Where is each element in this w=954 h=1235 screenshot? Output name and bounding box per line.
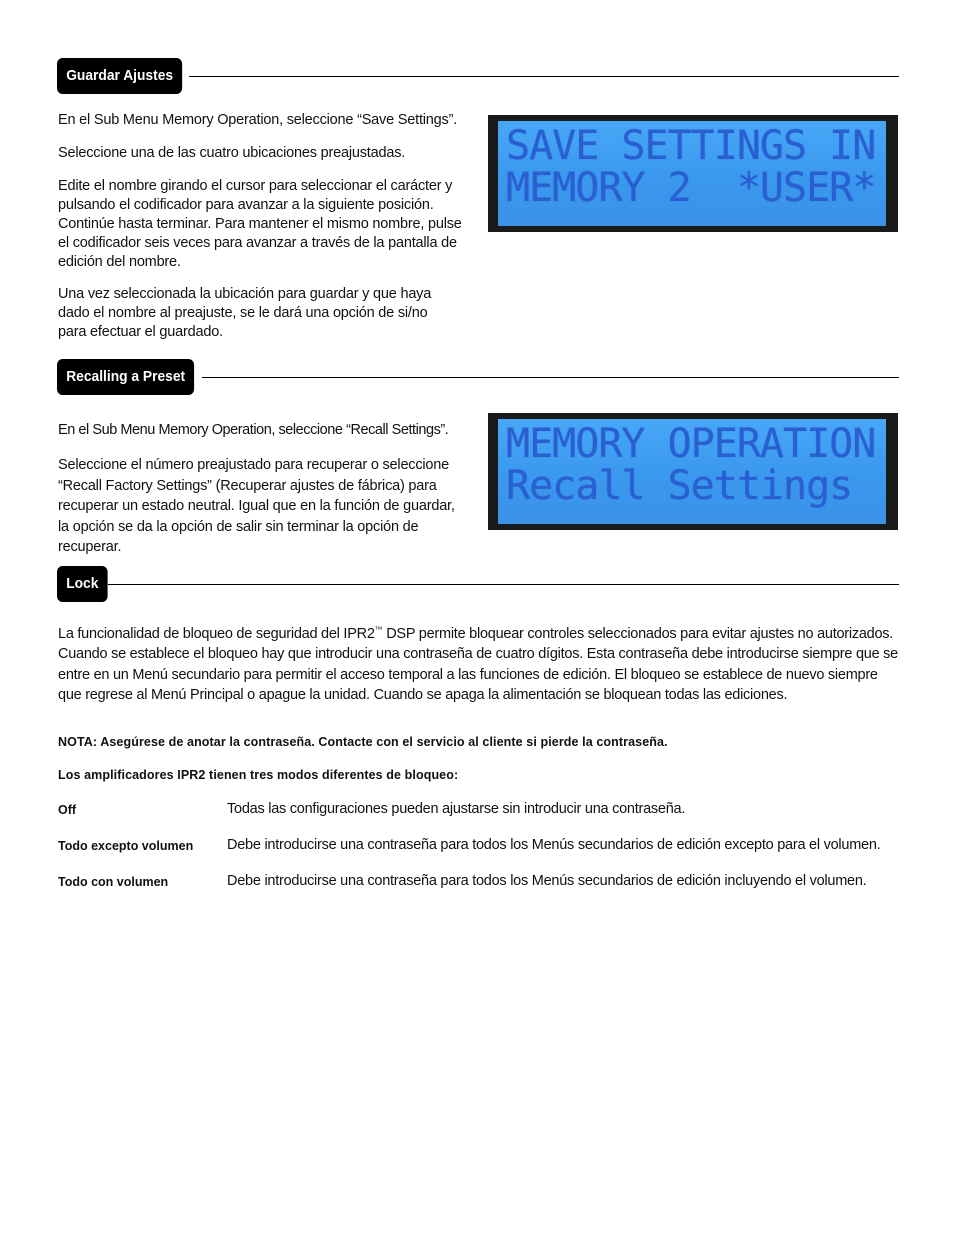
section-divider — [202, 377, 899, 378]
section-title-lock: Lock — [57, 566, 108, 602]
section-title-recall: Recalling a Preset — [57, 359, 194, 395]
lock-mode-name: Off — [58, 803, 77, 817]
lcd-line-2: Recall Settings — [506, 463, 853, 509]
section-divider — [108, 584, 899, 585]
lock-intro-paragraph — [58, 620, 898, 706]
lcd-screen — [498, 419, 886, 524]
lock-mode-description: Todas las configuraciones pueden ajustarse sin introducir una contraseña. — [227, 801, 686, 817]
lock-intro-rest: DSP permite bloquear controles seleccionados para evitar ajustes no autorizados. Cuando se establece el bloqueo hay que introducir una contraseña de cuatro dígitos. Esta contraseña debe introducirse siempre que se entre en un Menú secundario para permitir el acceso temporal a las funciones de edición. El bloqueo se establece de nuevo siempre que regrese al Menú Principal o apague la unidad. Cuando se apaga la alimentación se bloquean todas las ediciones. — [58, 625, 898, 704]
lcd-screen — [498, 121, 886, 226]
section-title-save: Guardar Ajustes — [57, 58, 182, 94]
lock-mode-row — [58, 801, 914, 821]
lock-mode-description: Debe introducirse una contraseña para todos los Menús secundarios de edición excepto para el volumen. — [227, 837, 881, 853]
lcd-line-2: MEMORY 2 *USER* — [506, 165, 876, 211]
lock-note: NOTA: Asegúrese de anotar la contraseña. Contacte con el servicio al cliente si pierde la contraseña. — [58, 735, 668, 749]
lock-intro-start: La funcionalidad de bloqueo de seguridad del IPR2 — [58, 625, 375, 642]
lock-modes-heading: Los amplificadores IPR2 tienen tres modos diferentes de bloqueo: — [58, 768, 459, 782]
recall-paragraph-1: En el Sub Menu Memory Operation, seleccione “Recall Settings”. — [58, 422, 449, 438]
save-paragraph-4: Una vez seleccionada la ubicación para guardar y que haya dado el nombre al preajuste, se le dará una opción de si/no para efectuar el guardado. — [58, 286, 432, 340]
section-header-recall — [57, 359, 899, 395]
save-paragraph-3: Edite el nombre girando el cursor para seleccionar el carácter y pulsando el codificador para avanzar a la siguiente posición. Continúe hasta terminar. Para mantener el mismo nombre, pulse el codificador seis veces para avanzar a través de la pantalla de edición del nombre. — [58, 178, 462, 270]
lock-mode-name: Todo con volumen — [58, 875, 169, 889]
save-paragraph-1: En el Sub Menu Memory Operation, seleccione “Save Settings”. — [58, 112, 458, 128]
section-header-save — [57, 58, 899, 94]
lcd-display-save — [488, 115, 898, 232]
lock-mode-description: Debe introducirse una contraseña para todos los Menús secundarios de edición incluyendo el volumen. — [227, 873, 867, 889]
section-header-lock — [57, 566, 899, 602]
section-divider — [189, 76, 899, 77]
trademark-symbol: ™ — [374, 625, 383, 634]
recall-paragraph-2: Seleccione el número preajustado para recuperar o seleccione “Recall Factory Settings” (Recuperar ajustes de fábrica) para recuperar un estado neutral. Igual que en la función de guardar, la opción se da la opción de salir sin terminar la opción de recuperar. — [58, 457, 455, 555]
lcd-line-1: SAVE SETTINGS IN — [506, 123, 876, 169]
lcd-display-recall — [488, 413, 898, 530]
lock-mode-name: Todo excepto volumen — [58, 839, 194, 853]
lcd-line-1: MEMORY OPERATION — [506, 421, 876, 467]
lock-mode-row — [58, 837, 914, 857]
lock-mode-row — [58, 873, 914, 893]
save-paragraph-2: Seleccione una de las cuatro ubicaciones preajustadas. — [58, 145, 406, 161]
